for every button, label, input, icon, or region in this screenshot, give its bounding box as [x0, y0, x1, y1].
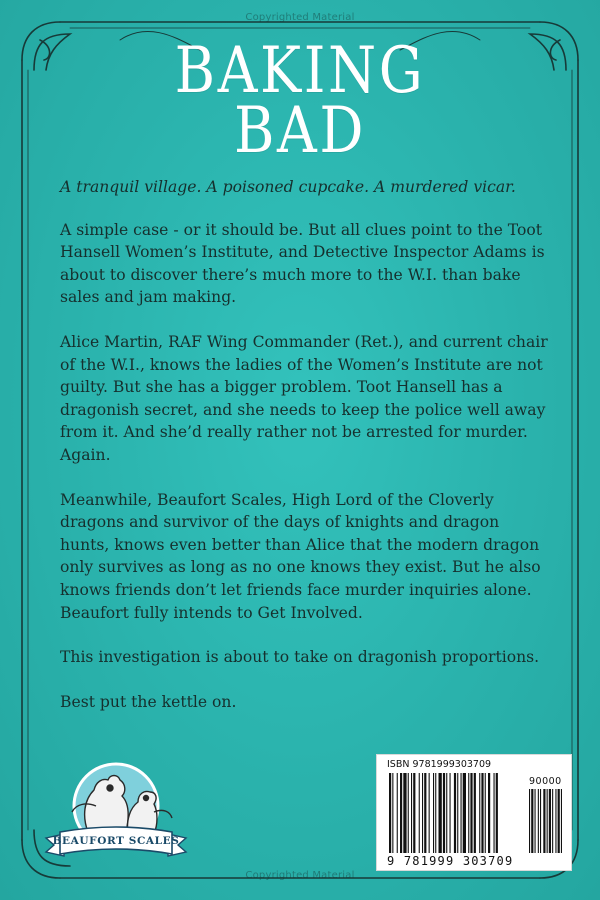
barcode-bar [413, 773, 415, 853]
barcode-bar [389, 773, 391, 853]
barcode-bar [400, 773, 402, 853]
barcode-bar [481, 773, 483, 853]
barcode-bar [403, 773, 406, 853]
blurb-paragraph: This investigation is about to take on dragonish proportions. [60, 648, 540, 667]
barcode-addon-bar [561, 789, 562, 853]
blurb-text [60, 176, 552, 735]
book-title-line-2: BAD [233, 94, 367, 168]
logo-label: BEAUFORT SCALES [52, 835, 180, 847]
barcode-bar [457, 773, 458, 853]
barcode-bar [479, 773, 480, 853]
barcode-bar [470, 773, 472, 853]
barcode-bar [429, 773, 430, 853]
barcode-addon-bar [543, 789, 545, 853]
blurb-paragraph: A simple case - or it should be. But all clues point to the Toot Hansell Women’s Institute, and Detective Inspector Adams is about to discover there’s much more to the W.I. than bake sales and jam making. [60, 220, 545, 307]
barcode-addon-bar [538, 789, 539, 853]
barcode-addon-bar [547, 789, 548, 853]
blurb-paragraph: Best put the kettle on. [60, 692, 237, 711]
barcode-bar [461, 773, 462, 853]
barcode-bar [435, 773, 436, 853]
barcode-bar [463, 773, 466, 853]
barcode-bar [446, 773, 447, 853]
barcode-addon-bar [552, 789, 553, 853]
barcode-bar [474, 773, 476, 853]
blurb-paragraph: Alice Martin, RAF Wing Commander (Ret.), and current chair of the W.I., knows the ladies of the Women’s Institute are not guilty. But she has a bigger problem. Toot Hansell has a dragonish secret, and she needs to keep the police well away from it. And she’d really rather not be arrested for murder. Again. [60, 332, 548, 464]
blurb-paragraph: Meanwhile, Beaufort Scales, High Lord of the Cloverly dragons and survivor of the days of knights and dragon hunts, knows even better than Alice that the modern dragon only survives as long as no one knows they exist. But he also knows friends don’t let friends face murder inquiries alone. Beaufort fully intends to Get Involved. [60, 490, 541, 622]
barcode-bar [485, 773, 486, 853]
barcode-bar [496, 773, 498, 853]
barcode-bar [439, 773, 442, 853]
barcode-bar [397, 773, 398, 853]
barcode-addon-bar [531, 789, 533, 853]
barcode-bar [454, 773, 456, 853]
book-title-line-1: BAKING [174, 34, 426, 108]
barcode-bar [494, 773, 495, 853]
barcode-bar [443, 773, 445, 853]
watermark-top: Copyrighted Material [245, 12, 355, 23]
barcode-bar [422, 773, 423, 853]
barcode-bar [433, 773, 434, 853]
barcode-addon-bar [535, 789, 536, 853]
barcode-bar [419, 773, 420, 853]
barcode-bar [450, 773, 451, 853]
barcode-addon-bar [540, 789, 541, 853]
barcode-bar [392, 773, 393, 853]
beaufort-scales-logo [36, 756, 196, 876]
barcode-bar [411, 773, 412, 853]
barcode-bar [468, 773, 469, 853]
watermark-bottom: Copyrighted Material [245, 870, 355, 881]
barcode-bar [408, 773, 409, 853]
barcode-bar [488, 773, 490, 853]
tagline: A tranquil village. A poisoned cupcake. A murdered vicar. [60, 178, 516, 196]
barcode-addon-bar [549, 789, 551, 853]
barcode-bar [424, 773, 426, 853]
barcode-addon-bar [555, 789, 556, 853]
price-code: 90000 [529, 776, 562, 787]
isbn-barcode [376, 754, 572, 871]
barcode-addon-bar [558, 789, 560, 853]
barcode-addon-bar [529, 789, 530, 853]
ean-digits: 9 781999 303709 [387, 854, 514, 868]
isbn-label: ISBN 9781999303709 [387, 759, 492, 770]
dragon-emblem-icon [36, 756, 196, 876]
